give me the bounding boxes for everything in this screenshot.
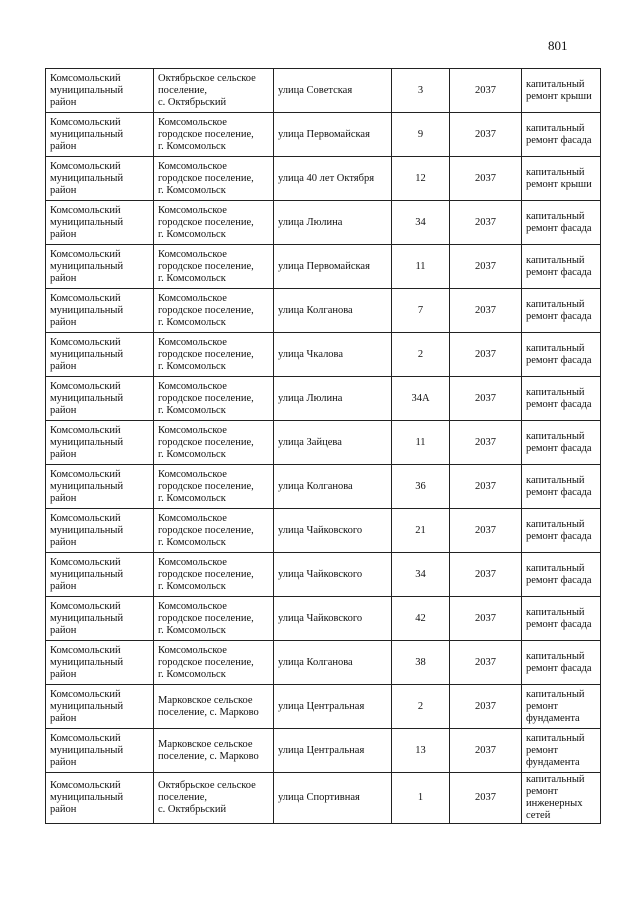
year-cell: 2037 xyxy=(450,465,522,509)
table-row xyxy=(46,685,601,729)
table-row xyxy=(46,157,601,201)
year-cell: 2037 xyxy=(450,289,522,333)
settlement-cell: Комсомольское городское поселение, г. Комсомольск xyxy=(154,553,274,597)
street-cell: улица Чайковского xyxy=(274,509,392,553)
table-row xyxy=(46,69,601,113)
house-number-cell: 3 xyxy=(392,69,450,113)
street-cell: улица Спортивная xyxy=(274,773,392,824)
table-row xyxy=(46,509,601,553)
district-cell: Комсомольский муниципальный район xyxy=(46,685,154,729)
street-cell: улица Колганова xyxy=(274,465,392,509)
settlement-cell: Комсомольское городское поселение, г. Комсомольск xyxy=(154,641,274,685)
work-type-cell: капитальный ремонт инженерных сетей xyxy=(522,773,601,824)
house-number-cell: 34 xyxy=(392,201,450,245)
district-cell: Комсомольский муниципальный район xyxy=(46,641,154,685)
house-number-cell: 12 xyxy=(392,157,450,201)
district-cell: Комсомольский муниципальный район xyxy=(46,465,154,509)
district-cell: Комсомольский муниципальный район xyxy=(46,157,154,201)
house-number-cell: 1 xyxy=(392,773,450,824)
work-type-cell: капитальный ремонт фасада xyxy=(522,201,601,245)
street-cell: улица Люлина xyxy=(274,201,392,245)
house-number-cell: 11 xyxy=(392,245,450,289)
street-cell: улица Центральная xyxy=(274,729,392,773)
work-type-cell: капитальный ремонт фундамента xyxy=(522,729,601,773)
settlement-cell: Октябрьское сельское поселение, с. Октябрьский xyxy=(154,773,274,824)
work-type-cell: капитальный ремонт фасада xyxy=(522,553,601,597)
table-body xyxy=(46,69,601,824)
settlement-cell: Комсомольское городское поселение, г. Комсомольск xyxy=(154,597,274,641)
work-type-cell: капитальный ремонт фасада xyxy=(522,465,601,509)
table-row xyxy=(46,641,601,685)
year-cell: 2037 xyxy=(450,685,522,729)
work-type-cell: капитальный ремонт фасада xyxy=(522,245,601,289)
settlement-cell: Комсомольское городское поселение, г. Комсомольск xyxy=(154,289,274,333)
street-cell: улица Колганова xyxy=(274,289,392,333)
house-number-cell: 38 xyxy=(392,641,450,685)
house-number-cell: 36 xyxy=(392,465,450,509)
district-cell: Комсомольский муниципальный район xyxy=(46,289,154,333)
street-cell: улица Чайковского xyxy=(274,597,392,641)
page-number: 801 xyxy=(548,38,568,53)
work-type-cell: капитальный ремонт фасада xyxy=(522,113,601,157)
house-number-cell: 2 xyxy=(392,333,450,377)
year-cell: 2037 xyxy=(450,773,522,824)
table-row xyxy=(46,553,601,597)
district-cell: Комсомольский муниципальный район xyxy=(46,553,154,597)
district-cell: Комсомольский муниципальный район xyxy=(46,377,154,421)
table-row xyxy=(46,245,601,289)
district-cell: Комсомольский муниципальный район xyxy=(46,421,154,465)
year-cell: 2037 xyxy=(450,597,522,641)
work-type-cell: капитальный ремонт фасада xyxy=(522,289,601,333)
street-cell: улица Советская xyxy=(274,69,392,113)
table-row xyxy=(46,113,601,157)
year-cell: 2037 xyxy=(450,421,522,465)
district-cell: Комсомольский муниципальный район xyxy=(46,201,154,245)
district-cell: Комсомольский муниципальный район xyxy=(46,773,154,824)
year-cell: 2037 xyxy=(450,553,522,597)
house-number-cell: 34А xyxy=(392,377,450,421)
street-cell: улица Зайцева xyxy=(274,421,392,465)
street-cell: улица Первомайская xyxy=(274,113,392,157)
table-row xyxy=(46,333,601,377)
street-cell: улица Люлина xyxy=(274,377,392,421)
settlement-cell: Марковское сельское поселение, с. Марково xyxy=(154,685,274,729)
table-row xyxy=(46,729,601,773)
settlement-cell: Комсомольское городское поселение, г. Комсомольск xyxy=(154,377,274,421)
year-cell: 2037 xyxy=(450,113,522,157)
year-cell: 2037 xyxy=(450,641,522,685)
work-type-cell: капитальный ремонт крыши xyxy=(522,69,601,113)
table-row xyxy=(46,465,601,509)
year-cell: 2037 xyxy=(450,729,522,773)
table-row xyxy=(46,201,601,245)
street-cell: улица Первомайская xyxy=(274,245,392,289)
table-row xyxy=(46,377,601,421)
house-number-cell: 2 xyxy=(392,685,450,729)
settlement-cell: Комсомольское городское поселение, г. Комсомольск xyxy=(154,157,274,201)
table-row xyxy=(46,289,601,333)
house-number-cell: 13 xyxy=(392,729,450,773)
settlement-cell: Марковское сельское поселение, с. Марково xyxy=(154,729,274,773)
house-number-cell: 7 xyxy=(392,289,450,333)
district-cell: Комсомольский муниципальный район xyxy=(46,509,154,553)
table-row xyxy=(46,597,601,641)
settlement-cell: Комсомольское городское поселение, г. Комсомольск xyxy=(154,201,274,245)
street-cell: улица Центральная xyxy=(274,685,392,729)
street-cell: улица 40 лет Октября xyxy=(274,157,392,201)
year-cell: 2037 xyxy=(450,509,522,553)
house-number-cell: 21 xyxy=(392,509,450,553)
year-cell: 2037 xyxy=(450,201,522,245)
street-cell: улица Колганова xyxy=(274,641,392,685)
street-cell: улица Чайковского xyxy=(274,553,392,597)
work-type-cell: капитальный ремонт фасада xyxy=(522,597,601,641)
table-row xyxy=(46,773,601,824)
work-type-cell: капитальный ремонт фасада xyxy=(522,377,601,421)
district-cell: Комсомольский муниципальный район xyxy=(46,69,154,113)
year-cell: 2037 xyxy=(450,377,522,421)
district-cell: Комсомольский муниципальный район xyxy=(46,597,154,641)
district-cell: Комсомольский муниципальный район xyxy=(46,729,154,773)
repair-schedule-table xyxy=(45,68,601,824)
settlement-cell: Комсомольское городское поселение, г. Комсомольск xyxy=(154,245,274,289)
year-cell: 2037 xyxy=(450,157,522,201)
district-cell: Комсомольский муниципальный район xyxy=(46,245,154,289)
work-type-cell: капитальный ремонт фасада xyxy=(522,509,601,553)
year-cell: 2037 xyxy=(450,333,522,377)
settlement-cell: Комсомольское городское поселение, г. Комсомольск xyxy=(154,421,274,465)
year-cell: 2037 xyxy=(450,69,522,113)
district-cell: Комсомольский муниципальный район xyxy=(46,333,154,377)
house-number-cell: 42 xyxy=(392,597,450,641)
street-cell: улица Чкалова xyxy=(274,333,392,377)
settlement-cell: Комсомольское городское поселение, г. Комсомольск xyxy=(154,333,274,377)
work-type-cell: капитальный ремонт фасада xyxy=(522,641,601,685)
settlement-cell: Комсомольское городское поселение, г. Комсомольск xyxy=(154,465,274,509)
table-row xyxy=(46,421,601,465)
settlement-cell: Комсомольское городское поселение, г. Комсомольск xyxy=(154,113,274,157)
year-cell: 2037 xyxy=(450,245,522,289)
house-number-cell: 34 xyxy=(392,553,450,597)
settlement-cell: Комсомольское городское поселение, г. Комсомольск xyxy=(154,509,274,553)
work-type-cell: капитальный ремонт фундамента xyxy=(522,685,601,729)
work-type-cell: капитальный ремонт фасада xyxy=(522,333,601,377)
work-type-cell: капитальный ремонт крыши xyxy=(522,157,601,201)
settlement-cell: Октябрьское сельское поселение, с. Октябрьский xyxy=(154,69,274,113)
work-type-cell: капитальный ремонт фасада xyxy=(522,421,601,465)
house-number-cell: 11 xyxy=(392,421,450,465)
district-cell: Комсомольский муниципальный район xyxy=(46,113,154,157)
house-number-cell: 9 xyxy=(392,113,450,157)
